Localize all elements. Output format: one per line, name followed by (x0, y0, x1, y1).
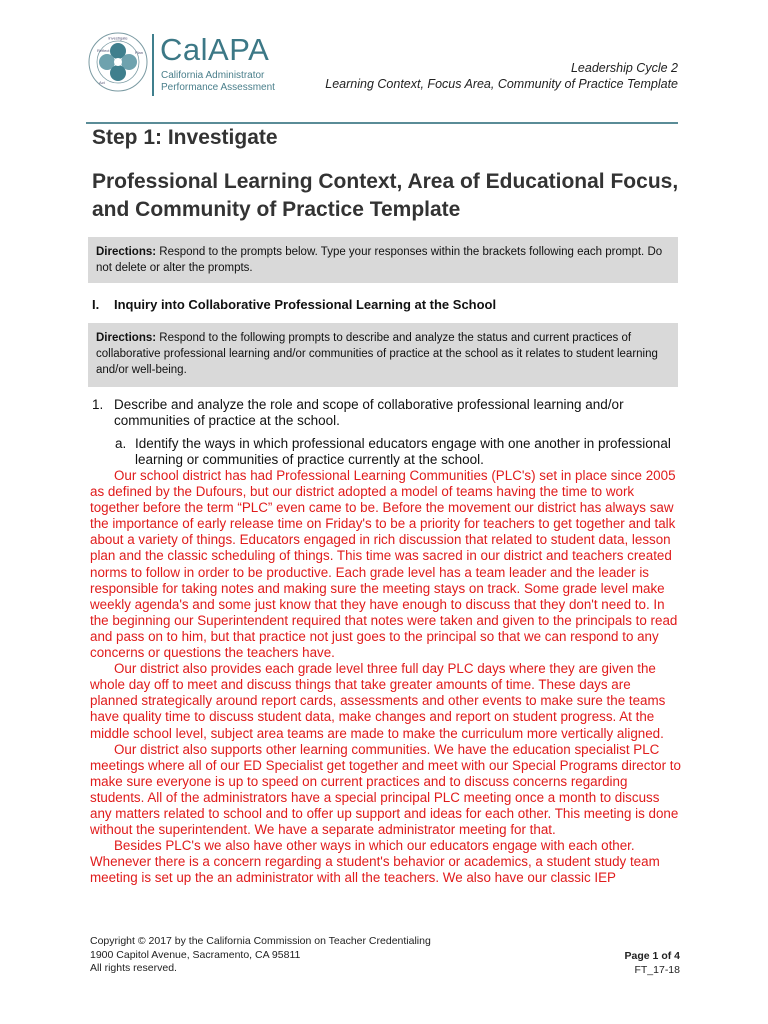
svg-text:Plan: Plan (135, 50, 144, 55)
response-paragraph: Our district also provides each grade level three full day PLC days where they are given the whole day off to meet and discuss things that take greater amounts of time. These days are planned strategically around report cards, assessments and other events to make sure the teams have quality time to discuss student data, make changes and report on student progress. At the middle school level, subject area teams are made to make the curriculum more vertically aligned. (90, 661, 666, 741)
footer-page-block (625, 950, 680, 977)
logo-subtitle-1: California Administrator (161, 70, 265, 81)
prompt-number: 1. (92, 397, 104, 412)
form-code: FT_17-18 (634, 963, 680, 976)
directions-text: Respond to the following prompts to describe and analyze the status and current practices of collaborative professional learning and/or communities of practice at the school as it relates to student learning and/or well-being. (96, 332, 658, 376)
directions-box (88, 237, 678, 283)
response-paragraph: Our district also supports other learning communities. We have the education specialist PLC meetings where all of our ED Specialist get together and meet with our Special Programs director to make sure everyone is up to speed on current practices and to discuss concerns regarding students. All of the administrators have a special principal PLC meeting once a month to discuss any matters related to school and to offer up support and ideas for each other. This meeting is done without the superintendent. We have a separate administrator meeting for that. (90, 741, 681, 838)
prompt-number: a. (115, 436, 127, 451)
rights-text: All rights reserved. (90, 962, 177, 974)
calapa-logo (86, 28, 286, 108)
svg-text:Investigate: Investigate (108, 35, 128, 41)
response-paragraph: Besides PLC's we also have other ways in which our educators engage with each other. Whenever there is a concern regarding a student's behavior or academics, a student study team meeting is set up the an administrator with all the teachers. We also have our classic IEP (90, 838, 660, 886)
directions-text: Respond to the prompts below. Type your responses within the brackets following each prompt. Do not delete or alter the prompts. (96, 246, 663, 274)
svg-text:Act: Act (99, 80, 105, 85)
page-header (86, 28, 678, 122)
response-paragraph: Our school district has had Professional Learning Communities (PLC's) set in place since 2005 as defined by the Dufours, but our district adopted a model of teams having the time to work together before the term “PLC” even came to be. Before the movement our district has always saw the importance of early release time on Friday's to be a priority for teachers to get together and talk about a variety of things. Educators engaged in rich discussion that related to student data, lesson plan and the classic scheduling of things. This time was sacred in our district and teachers created norms to follow in order to be productive. Each grade level has a team leader and the leader is responsible for taking notes and making sure the meeting stays on track. Some grade level make weekly agenda's and some just know that they have enough to discuss that they don't need to. In the beginning our Superintendent required that notes were taken and given to the principals to read and pass on to him, but that practice not just goes to the principal so that we can respond to any concerns or questions the teachers have. (90, 468, 678, 661)
directions-label: Directions: (96, 332, 157, 344)
prompt-text: Describe and analyze the role and scope of collaborative professional learning and/or communities of practice at the school. (114, 397, 624, 428)
directions-label: Directions: (96, 246, 157, 258)
document-title: Professional Learning Context, Area of Educational Focus, and Community of Practice Template (92, 170, 679, 221)
copyright-text: Copyright © 2017 by the California Commission on Teacher Credentialing (90, 935, 431, 947)
header-divider (86, 122, 678, 124)
calapa-seal-icon (88, 32, 148, 92)
cycle-label: Leadership Cycle 2 (570, 61, 678, 75)
section-directions-box (88, 323, 678, 387)
logo-divider (152, 34, 154, 96)
response-text[interactable] (90, 468, 682, 886)
logo-subtitle-2: Performance Assessment (161, 82, 275, 93)
prompt-text: Identify the ways in which professional educators engage with one another in professional learning or communities of practice currently at the school. (135, 436, 671, 467)
template-label: Learning Context, Focus Area, Community of Practice Template (325, 77, 678, 91)
step-title: Step 1: Investigate (92, 126, 278, 149)
section-title: Inquiry into Collaborative Professional Learning at the School (114, 297, 497, 312)
footer-copyright-block (90, 935, 431, 976)
section-number: I. (92, 297, 100, 312)
svg-text:Reflect: Reflect (97, 48, 110, 53)
logo-name: CalAPA (160, 32, 270, 67)
page-number: Page 1 of 4 (624, 950, 680, 962)
section-heading (92, 297, 496, 312)
address-text: 1900 Capitol Avenue, Sacramento, CA 95811 (90, 948, 301, 961)
header-info (325, 60, 678, 92)
